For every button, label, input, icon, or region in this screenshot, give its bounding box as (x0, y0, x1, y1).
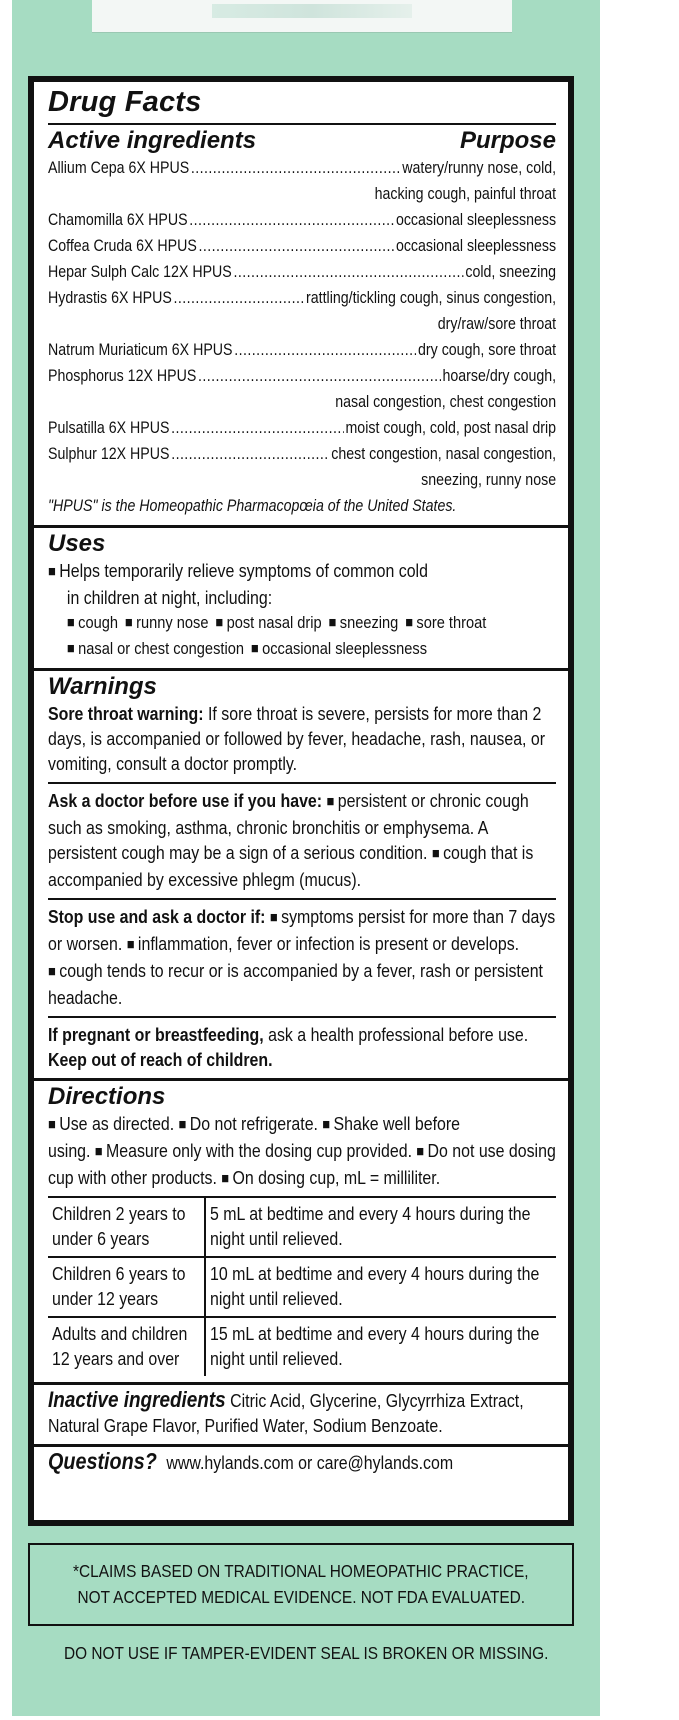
stop-use-item: ■ symptoms persist for more than 7 days or worsen. (48, 906, 555, 954)
dosage-row (48, 1317, 556, 1376)
drug-facts-title: Drug Facts (48, 86, 202, 118)
ask-doctor-item: ■ persistent or chronic cough such as smoking, asthma, chronic bronchitis or emphysema. A persistent cough may be a sign of a serious condition. (48, 790, 529, 863)
symptoms-row-1 (48, 610, 556, 636)
hpus-note: "HPUS" is the Homeopathic Pharmacopœia of the United States. (48, 497, 457, 515)
uses-heading: Uses (48, 530, 106, 557)
ingredient-name: Chamomilla 6X HPUS (48, 211, 188, 229)
symptom-item: ■ occasional sleeplessness (251, 639, 427, 658)
warnings-section (34, 673, 568, 1081)
leader-dots (171, 441, 329, 467)
ingredient-name: Sulphur 12X HPUS (48, 445, 170, 463)
dosage-amount-text: 10 mL at bedtime and every 4 hours during the night until relieved. (210, 1263, 540, 1309)
stop-use-warning (48, 904, 556, 1010)
ingredient-purpose: moist cough, cold, post nasal drip (345, 419, 557, 437)
claims-line-1: *CLAIMS BASED ON TRADITIONAL HOMEOPATHIC PRACTICE, (73, 1561, 529, 1581)
ingredient-name: Pulsatilla 6X HPUS (48, 419, 170, 437)
ingredient-row (48, 415, 556, 441)
ingredient-purpose: dry cough, sore throat (418, 341, 557, 359)
questions-heading: Questions? (48, 1448, 157, 1474)
symptom-item: ■ sneezing (329, 613, 399, 632)
dosage-row (48, 1257, 556, 1317)
sore-throat-warning (48, 701, 556, 776)
ingredient-purpose-cont: dry/raw/sore throat (437, 315, 557, 333)
symptom-item: ■ post nasal drip (215, 613, 321, 632)
stop-use-item: ■ cough tends to recur or is accompanied by a fever, rash or persistent headache. (48, 960, 543, 1008)
direction-item: ■ Do not use dosing cup with other products. (48, 1140, 556, 1188)
directions-list (48, 1111, 556, 1192)
leader-dots (199, 233, 395, 259)
tamper-seal-warning (12, 1640, 600, 1666)
ingredient-purpose-cont: nasal congestion, chest congestion (335, 393, 557, 411)
dosage-table (48, 1196, 556, 1376)
uses-line-1: ■ Helps temporarily relieve symptoms of common cold (48, 558, 556, 585)
ingredient-row (48, 441, 556, 467)
ingredient-name: Coffea Cruda 6X HPUS (48, 237, 197, 255)
ingredient-purpose: cold, sneezing (465, 263, 557, 281)
ingredient-row (48, 363, 556, 389)
ask-doctor-warning (48, 788, 556, 892)
active-ingredients-heading: Active ingredients (48, 127, 257, 154)
ask-doctor-label: Ask a doctor before use if you have: (48, 790, 323, 811)
inactive-ingredients-text: Citric Acid, Glycerine, Glycyrrhiza Extract, Natural Grape Flavor, Purified Water, Sodium Benzoate. (48, 1390, 524, 1436)
dosage-age (48, 1317, 205, 1376)
leader-dots (189, 207, 394, 233)
stop-use-item: ■ inflammation, fever or infection is present or develops. (127, 933, 519, 954)
symptoms-row-2 (48, 636, 556, 662)
directions-heading: Directions (48, 1083, 166, 1110)
leader-dots (233, 259, 463, 285)
pregnancy-label: If pregnant or breastfeeding, (48, 1024, 264, 1045)
dosage-amount (205, 1317, 556, 1376)
dosage-amount (205, 1197, 556, 1257)
ingredient-purpose: chest congestion, nasal congestion, (331, 445, 557, 463)
purpose-heading: Purpose (459, 127, 556, 154)
questions-section (34, 1447, 568, 1481)
direction-item: ■ Use as directed. (48, 1113, 174, 1134)
symptom-item: ■ nasal or chest congestion (67, 639, 244, 658)
ingredient-name: Hepar Sulph Calc 12X HPUS (48, 263, 232, 281)
uses-section (34, 530, 568, 671)
ingredient-name: Phosphorus 12X HPUS (48, 367, 197, 385)
sore-throat-label: Sore throat warning: (48, 703, 204, 724)
ingredient-purpose: hoarse/dry cough, (442, 367, 557, 385)
stop-use-label: Stop use and ask a doctor if: (48, 906, 266, 927)
symptom-item: ■ sore throat (405, 613, 486, 632)
active-ingredients-section (34, 86, 568, 528)
ingredient-row (48, 155, 556, 181)
direction-item: ■ Do not refrigerate. (179, 1113, 318, 1134)
leader-dots (174, 285, 305, 311)
dosage-amount (205, 1257, 556, 1317)
warnings-heading: Warnings (48, 673, 157, 700)
dosage-age-text: Adults and children 12 years and over (52, 1323, 188, 1369)
ingredient-name: Natrum Muriaticum 6X HPUS (48, 341, 233, 359)
ingredient-row (48, 259, 556, 285)
drug-facts-panel (28, 76, 574, 1526)
tamper-seal-text: DO NOT USE IF TAMPER-EVIDENT SEAL IS BROKEN OR MISSING. (63, 1643, 549, 1663)
ingredient-name: Allium Cepa 6X HPUS (48, 159, 190, 177)
sore-throat-text: If sore throat is severe, persists for more than 2 days, is accompanied or followed by fever, headache, rash, nausea, or vomiting, consult a doctor promptly. (48, 703, 546, 774)
ingredient-list (48, 155, 556, 493)
dosage-amount-text: 5 mL at bedtime and every 4 hours during the night until relieved. (210, 1203, 531, 1249)
ingredient-purpose: occasional sleeplessness (395, 211, 557, 229)
contact-info: www.hylands.com or care@hylands.com (166, 1452, 454, 1473)
symptom-item: ■ cough (67, 613, 118, 632)
dosage-age-text: Children 6 years to under 12 years (52, 1263, 186, 1309)
pregnancy-text: ask a health professional before use. (268, 1024, 529, 1045)
direction-item: ■ Measure only with the dosing cup provided. (95, 1140, 412, 1161)
uses-line-2: in children at night, including: (66, 587, 273, 608)
ingredient-row (48, 337, 556, 363)
ingredient-purpose-cont: sneezing, runny nose (421, 471, 557, 489)
ingredient-purpose: rattling/tickling cough, sinus congestion, (306, 289, 557, 307)
direction-item: ■ Shake well before using. (48, 1113, 460, 1161)
ingredient-purpose-cont: hacking cough, painful throat (374, 185, 557, 203)
direction-item: ■ On dosing cup, mL = milliliter. (221, 1167, 440, 1188)
top-label-band (92, 0, 512, 33)
symptom-item: ■ runny nose (125, 613, 209, 632)
keep-out-of-reach: Keep out of reach of children. (48, 1049, 273, 1070)
dosage-row (48, 1197, 556, 1257)
claims-disclaimer (28, 1543, 574, 1626)
leader-dots (171, 415, 344, 441)
ingredient-name: Hydrastis 6X HPUS (48, 289, 172, 307)
active-ingredients-header (48, 123, 556, 155)
leader-dots (191, 155, 401, 181)
ingredient-purpose: occasional sleeplessness (395, 237, 557, 255)
leader-dots (234, 337, 416, 363)
ask-doctor-item: ■ cough that is accompanied by excessive phlegm (mucus). (48, 842, 533, 890)
directions-section (34, 1083, 568, 1385)
claims-line-2: NOT ACCEPTED MEDICAL EVIDENCE. NOT FDA EVALUATED. (77, 1587, 525, 1607)
leader-dots (198, 363, 441, 389)
pregnancy-warning (48, 1022, 556, 1072)
dosage-age-text: Children 2 years to under 6 years (52, 1203, 186, 1249)
dosage-age (48, 1257, 205, 1317)
dosage-amount-text: 15 mL at bedtime and every 4 hours during the night until relieved. (210, 1323, 540, 1369)
inactive-ingredients-section (34, 1385, 568, 1447)
inactive-ingredients-heading: Inactive ingredients (48, 1387, 226, 1412)
dosage-age (48, 1197, 205, 1257)
ingredient-purpose: watery/runny nose, cold, (402, 159, 557, 177)
ingredient-row (48, 285, 556, 311)
ingredient-row (48, 207, 556, 233)
ingredient-row (48, 233, 556, 259)
